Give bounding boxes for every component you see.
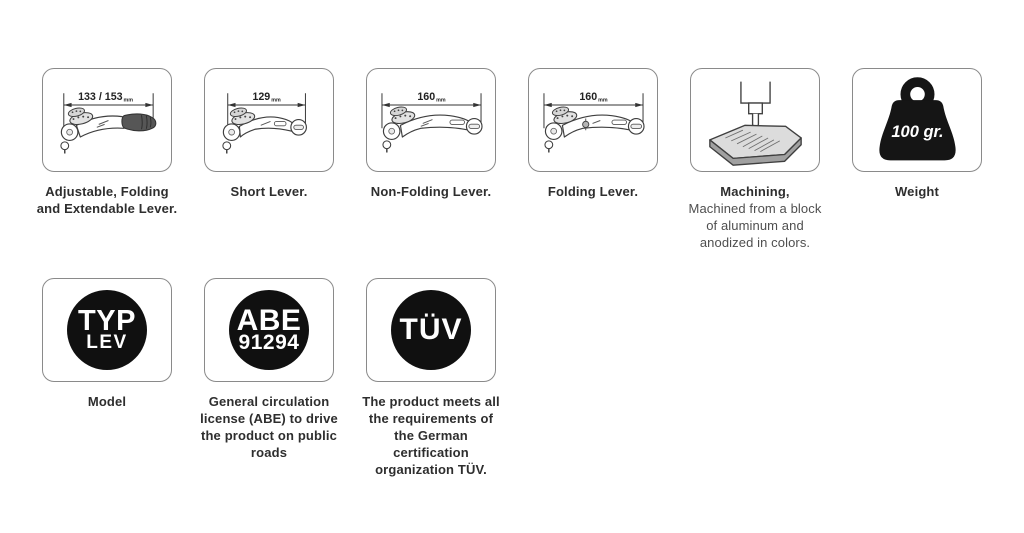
caption-line: Weight [895, 184, 939, 199]
caption-weight [830, 183, 1004, 200]
caption-non-folding-lever [344, 183, 518, 200]
abe-badge [229, 290, 309, 370]
caption-line: Adjustable, Folding [45, 184, 169, 199]
adjustable-lever-diagram [44, 70, 171, 171]
caption-line: General circulation [208, 394, 330, 409]
typ-lev-badge [67, 290, 147, 370]
feature-model [42, 278, 172, 478]
caption-line: Machined from a block [688, 201, 822, 216]
feature-folding-lever [528, 68, 658, 251]
feature-short-lever [204, 68, 334, 251]
non-folding-lever-diagram [368, 70, 495, 171]
feature-row-top [36, 68, 982, 251]
caption-machining [668, 183, 842, 251]
badge-line: TÜV [399, 313, 463, 346]
dimension-label: 160mm [578, 90, 608, 104]
feature-non-folding-lever [366, 68, 496, 251]
caption-line: license (ABE) to drive [200, 411, 338, 426]
caption-line: Non-Folding Lever. [370, 184, 492, 199]
caption-line: of aluminum and [706, 218, 804, 233]
caption-line: The product meets all [362, 394, 500, 409]
adjustable-lever-card [42, 68, 172, 172]
weight-value-label: 100 gr. [890, 122, 944, 141]
dimension-label: 129mm [251, 90, 281, 104]
caption-line: the German [394, 428, 468, 443]
feature-tuv-certification [362, 278, 500, 478]
folding-lever-card [528, 68, 658, 172]
tuv-card [366, 278, 496, 382]
caption-line: organization TÜV. [375, 462, 487, 477]
badge-line: ABE [236, 303, 302, 337]
non-folding-lever-card [366, 68, 496, 172]
weight-icon [854, 70, 981, 171]
caption-line: roads [250, 445, 288, 460]
feature-row-bottom [42, 278, 500, 478]
caption-line: Model [87, 394, 127, 409]
short-lever-diagram [206, 70, 333, 171]
caption-line: the requirements of [368, 411, 494, 426]
caption-line: Short Lever. [230, 184, 308, 199]
caption-line: anodized in colors. [699, 235, 811, 250]
short-lever-card [204, 68, 334, 172]
model-card [42, 278, 172, 382]
dimension-label: 133 / 153mm [77, 90, 133, 104]
dimension-label: 160mm [416, 90, 446, 104]
caption-line: the product on public [200, 428, 338, 443]
caption-adjustable-lever [20, 183, 194, 217]
feature-machining [690, 68, 820, 251]
abe-card [204, 278, 334, 382]
folding-hinge [582, 121, 588, 127]
badge-line: LEV [86, 332, 128, 353]
tuv-badge [391, 290, 471, 370]
feature-weight [852, 68, 982, 251]
feature-adjustable-lever [36, 68, 178, 251]
caption-folding-lever [506, 183, 680, 200]
caption-short-lever [182, 183, 356, 200]
machining-icon [692, 70, 819, 171]
caption-line: certification [393, 445, 469, 460]
badge-line: TYP [78, 305, 136, 337]
badge-line: 91294 [238, 330, 300, 354]
caption-abe-license [182, 393, 356, 461]
caption-model [20, 393, 194, 410]
machining-card [690, 68, 820, 172]
feature-abe-license [200, 278, 338, 478]
folding-lever-diagram [530, 70, 657, 171]
weight-card [852, 68, 982, 172]
caption-line: and Extendable Lever. [36, 201, 178, 216]
caption-tuv-certification [344, 393, 518, 478]
caption-line: Machining, [720, 184, 790, 199]
caption-line: Folding Lever. [547, 184, 639, 199]
